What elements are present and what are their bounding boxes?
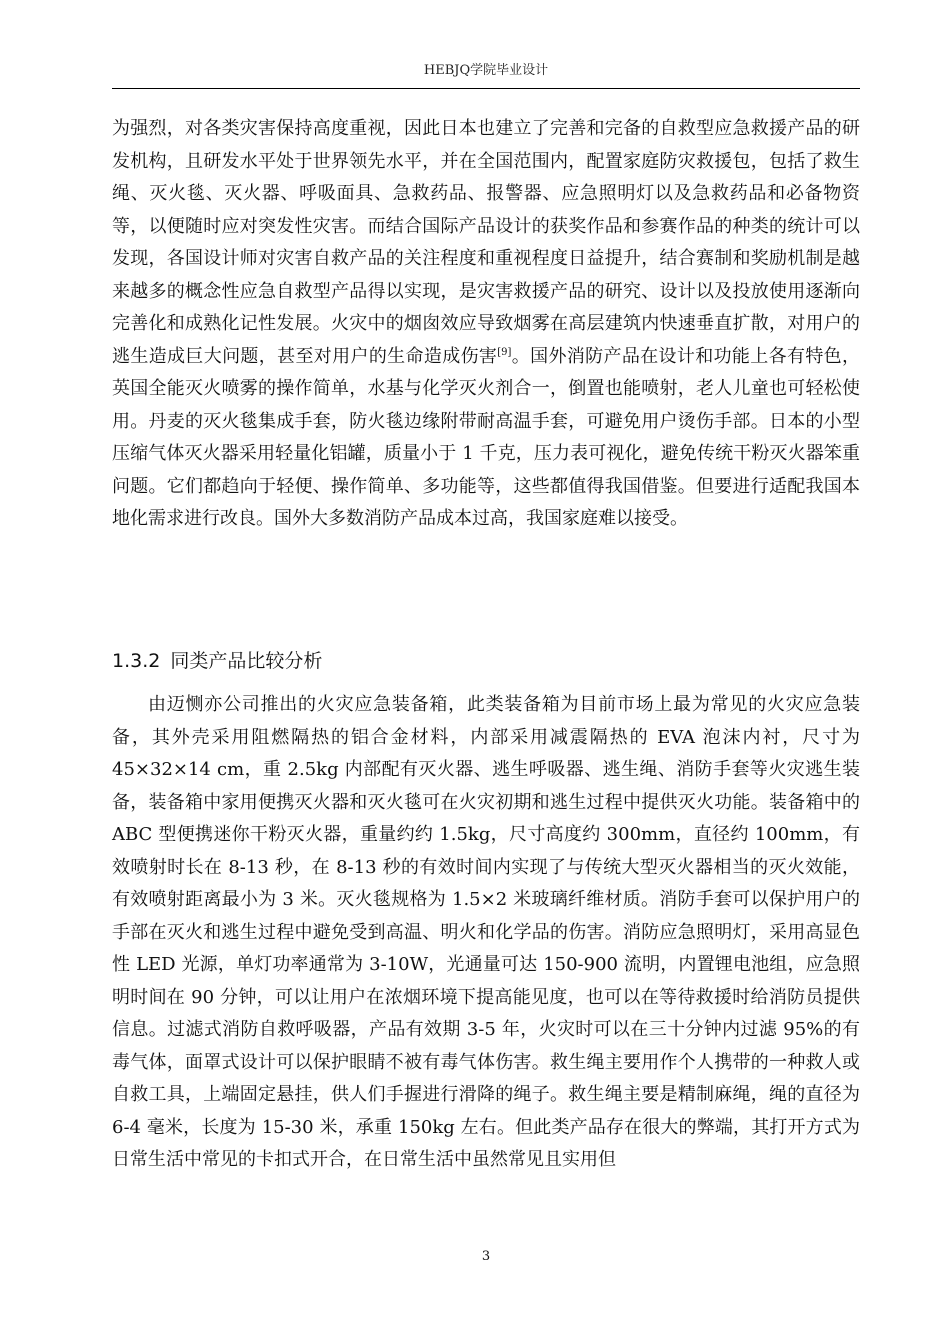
- paragraph-product-analysis: 由迈恻亦公司推出的火灾应急装备箱，此类装备箱为目前市场上最为常见的火灾应急装备，其外壳采用阻燃隔热的铝合金材料，内部采用减震隔热的 EVA 泡沫内衬，尺寸为 45×32×14 cm，重 2.5kg 内部配有灭火器、逃生呼吸器、逃生绳、消防手套等火灾逃生装备，装备箱中家用便携灭火器和灭火毯可在火灾初期和逃生过程中提供灭火功能。装备箱中的 ABC 型便携迷你干粉灭火器，重量约约 1.5kg，尺寸高度约 300mm，直径约 100mm，有效喷射时长在 8-13 秒，在 8-13 秒的有效时间内实现了与传统大型灭火器相当的灭火效能，有效喷射距离最小为 3 米。灭火毯规格为 1.5×2 米玻璃纤维材质。消防手套可以保护用户的手部在灭火和逃生过程中避免受到高温、明火和化学品的伤害。消防应急照明灯，采用高显色性 LED 光源，单灯功率通常为 3-10W，光通量可达 150-900 流明，内置锂电池组，应急照明时间在 90 分钟，可以让用户在浓烟环境下提高能见度，也可以在等待救援时给消防员提供信息。过滤式消防自救呼吸器，产品有效期 3-5 年，火灾时可以在三十分钟内过滤 95%的有毒气体，面罩式设计可以保护眼睛不被有毒气体伤害。救生绳主要用作个人携带的一种救人或自救工具，上端固定悬挂，供人们手握进行滑降的绳子。救生绳主要是精制麻绳，绳的直径为 6-4 毫米，长度为 15-30 米，承重 150kg 左右。但此类产品存在很大的弊端，其打开方式为日常生活中常见的卡扣式开合，在日常生活中虽然常见且实用但: [112, 694, 860, 1170]
- paragraph-text-after-citation: 。国外消防产品在设计和功能上各有特色，英国全能灭火喷雾的操作简单，水基与化学灭火剂合一，倒置也能喷射，老人儿童也可轻松使用。丹麦的灭火毯集成手套，防火毯边缘附带耐高温手套，可避免用户烫伤手部。日本的小型压缩气体灭火器采用轻量化铝罐，质量小于 1 千克，压力表可视化，避免传统干粉灭火器笨重问题。它们都趋向于轻便、操作简单、多功能等，这些都值得我国借鉴。但要进行适配我国本地化需求进行改良。国外大多数消防产品成本过高，我国家庭难以接受。: [112, 345, 861, 529]
- section-number: 1.3.2: [112, 650, 161, 672]
- section-title: 同类产品比较分析: [170, 650, 323, 672]
- page-number: 3: [481, 1249, 491, 1264]
- body-text-bottom: [112, 689, 860, 1177]
- header-rule: [112, 88, 860, 89]
- paragraph-continued: [112, 113, 860, 536]
- citation-reference: [9]: [497, 346, 512, 358]
- body-text-top: [112, 113, 860, 536]
- page-header: HEBJQ学院毕业设计: [423, 63, 549, 78]
- section-heading: [112, 646, 860, 676]
- paragraph-text: 为强烈，对各类灾害保持高度重视，因此日本也建立了完善和完备的自救型应急救援产品的研发机构，且研发水平处于世界领先水平，并在全国范围内，配置家庭防灾救援包，包括了救生绳、灭火毯、灭火器、呼吸面具、急救药品、报警器、应急照明灯以及急救药品和必备物资等，以便随时应对突发性灾害。而结合国际产品设计的获奖作品和参赛作品的种类的统计可以发现，各国设计师对灾害自救产品的关注程度和重视程度日益提升，结合赛制和奖励机制是越来越多的概念性应急自救型产品得以实现，是灾害救援产品的研究、设计以及投放使用逐渐向完善化和成熟化记性发展。火灾中的烟囱效应导致烟雾在高层建筑内快速垂直扩散，对用户的逃生造成巨大问题，甚至对用户的生命造成伤害: [112, 118, 860, 367]
